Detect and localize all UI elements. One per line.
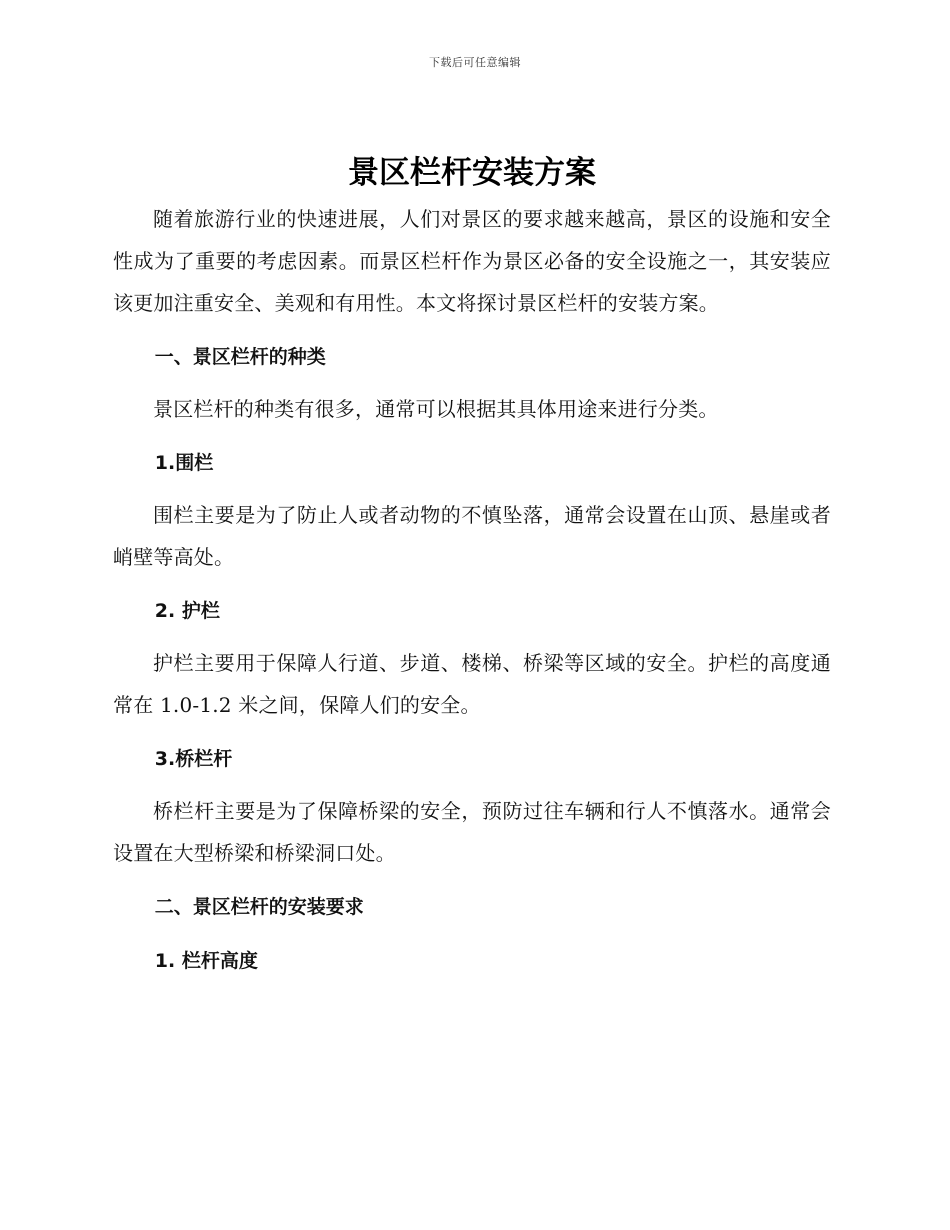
subheading-railing-height: 1. 栏杆高度 (154, 950, 258, 972)
subheading-guardrail: 2. 护栏 (154, 600, 220, 622)
subheading-bridge-railing: 3.桥栏杆 (154, 748, 233, 770)
subheading-fence: 1.围栏 (154, 452, 214, 474)
bridge-railing-paragraph: 桥栏杆主要是为了保障桥梁的安全，预防过往车辆和行人不慎落水。通常会设置在大型桥梁和桥梁洞口处。 (113, 799, 831, 865)
document-body (113, 150, 831, 992)
document-title: 景区栏杆安装方案 (348, 155, 596, 191)
intro-paragraph: 随着旅游行业的快速进展，人们对景区的要求越来越高，景区的设施和安全性成为了重要的考虑因素。而景区栏杆作为景区必备的安全设施之一，其安装应该更加注重安全、美观和有用性。本文将探讨景区栏杆的安装方案。 (113, 207, 831, 315)
guardrail-paragraph: 护栏主要用于保障人行道、步道、楼梯、桥梁等区域的安全。护栏的高度通常在 1.0-1.2 米之间，保障人们的安全。 (113, 651, 831, 717)
section-heading-requirements: 二、景区栏杆的安装要求 (154, 896, 364, 918)
page-header-note: 下载后可任意编辑 (429, 56, 521, 69)
section-heading-types: 一、景区栏杆的种类 (154, 346, 326, 368)
section-types-paragraph: 景区栏杆的种类有很多，通常可以根据其具体用途来进行分类。 (153, 397, 719, 421)
fence-paragraph: 围栏主要是为了防止人或者动物的不慎坠落，通常会设置在山顶、悬崖或者峭壁等高处。 (113, 503, 831, 569)
